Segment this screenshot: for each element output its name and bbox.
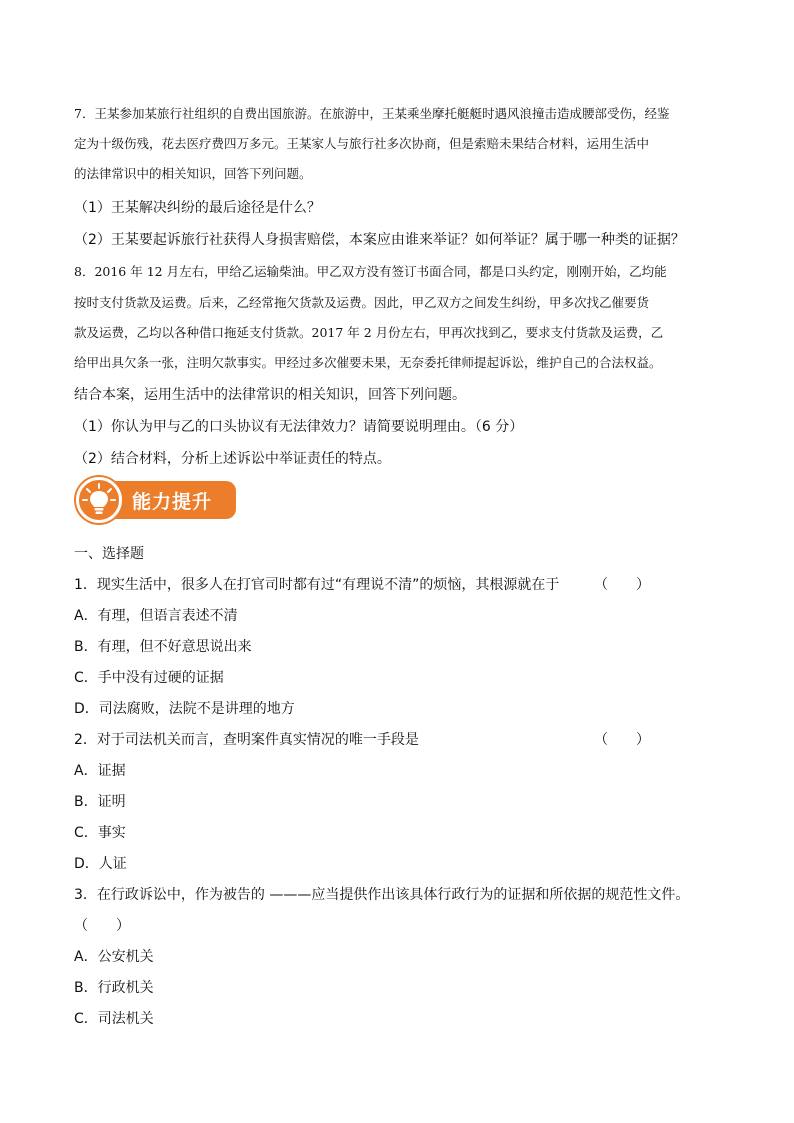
q8-subquestion-2: （2）结合材料，分析上述诉讼中举证责任的特点。 (74, 451, 391, 467)
q8-text-line: 按时支付货款及运费。后来，乙经常拖欠货款及运费。因此，甲乙双方之间发生纠纷，甲多次找乙催要货 (74, 295, 650, 310)
mc-option: D．司法腐败，法院不是讲理的地方 (74, 701, 295, 717)
mc-option: B．行政机关 (74, 980, 154, 996)
q8-subquestion-1: （1）你认为甲与乙的口头协议有无法律效力？请简要说明理由。（6 分） (74, 419, 524, 435)
q7-text-line: 定为十级伤残，花去医疗费四万多元。王某家人与旅行社多次协商，但是索赔未果结合材料，运用生活中 (74, 136, 650, 151)
mc-option: A．证据 (74, 763, 126, 779)
q8-text-line: 结合本案，运用生活中的法律常识的相关知识，回答下列问题。 (74, 387, 466, 403)
q7-subquestion-1: （1）王某解决纠纷的最后途径是什么？ (74, 200, 321, 216)
section-banner (76, 477, 236, 523)
mc-question-3-stem: 3．在行政诉讼中，作为被告的 ———应当提供作出该具体行政行为的证据和所依据的规范性文件。 (74, 887, 690, 903)
mc-option: D．人证 (74, 856, 127, 872)
q7-text-line: 的法律常识中的相关知识，回答下列问题。 (74, 166, 312, 181)
mc-option: A．公安机关 (74, 949, 154, 965)
mc-option: B．有理，但不好意思说出来 (74, 639, 252, 655)
answer-blank: （ ） (74, 918, 130, 934)
q8-text-line: 给甲出具欠条一张，注明欠款事实。甲经过多次催要未果，无奈委托律师提起诉讼，维护自己的合法权益。 (74, 355, 662, 370)
q7-text-line: 7．王某参加某旅行社组织的自费出国旅游。在旅游中，王某乘坐摩托艇艇时遇风浪撞击造成腰部受伤，经鉴 (74, 106, 670, 121)
mc-question-2-stem: 2．对于司法机关而言，查明案件真实情况的唯一手段是 (74, 732, 419, 748)
mc-option: C．手中没有过硬的证据 (74, 670, 224, 686)
mc-option: B．证明 (74, 794, 126, 810)
answer-blank: （ ） (594, 732, 650, 748)
lightbulb-icon (76, 477, 122, 523)
answer-blank: （ ） (594, 577, 650, 593)
banner-title: 能力提升 (132, 491, 213, 513)
mc-option: A．有理，但语言表述不清 (74, 608, 238, 624)
q8-text-line: 款及运费，乙均以各种借口拖延支付货款。2017 年 2 月份左右，甲再次找到乙，要求支付货款及运费，乙 (74, 325, 664, 340)
mc-option: C．事实 (74, 825, 126, 841)
mc-option: C．司法机关 (74, 1011, 154, 1027)
section-heading: 一、选择题 (74, 546, 144, 562)
mc-question-1-stem: 1．现实生活中，很多人在打官司时都有过“有理说不清”的烦恼，其根源就在于 (74, 577, 560, 593)
q7-subquestion-2: （2）王某要起诉旅行社获得人身损害赔偿，本案应由谁来举证？如何举证？属于哪一种类的证据？ (74, 232, 685, 248)
q8-text-line: 8．2016 年 12 月左右，甲给乙运输柴油。甲乙双方没有签订书面合同，都是口头约定，刚刚开始，乙均能 (74, 264, 667, 279)
